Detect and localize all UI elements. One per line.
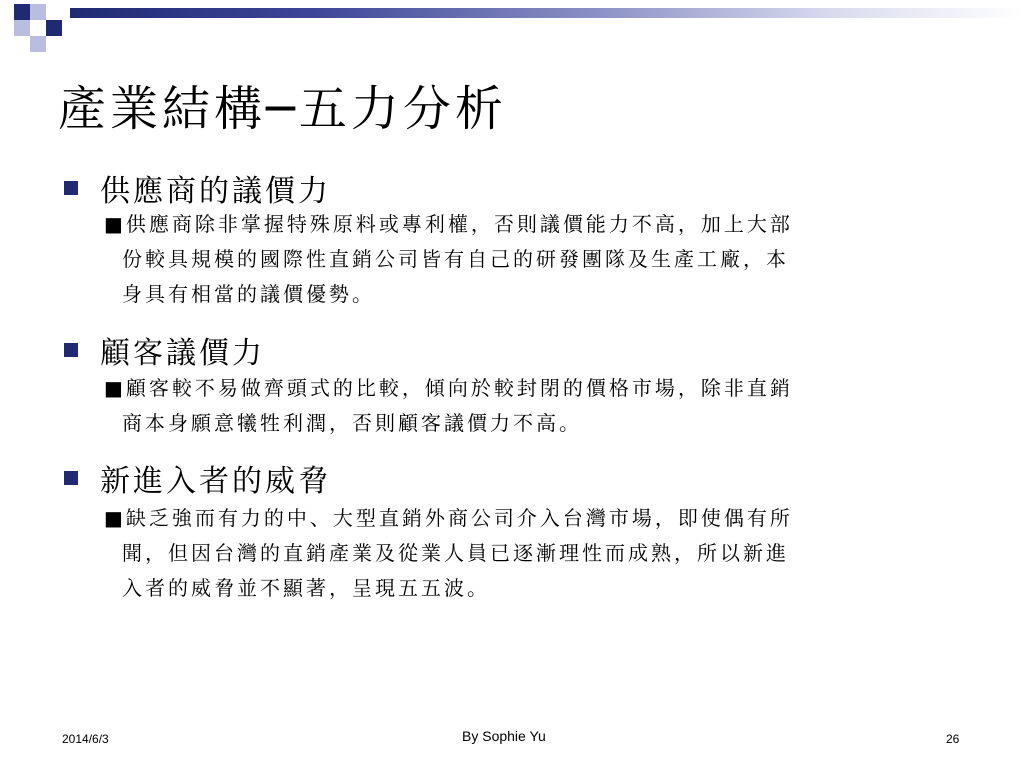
decor-square [14,4,30,20]
detail-line: ■缺乏強而有力的中、大型直銷外商公司介入台灣市場，即使偶有所 [104,506,793,530]
section-customer-heading [64,328,265,372]
footer-author: By Sophie Yu [462,728,546,744]
header-gradient-bar [70,8,1024,18]
section-supplier-heading [64,166,331,210]
section-heading-label: 新進入者的威脅 [100,464,331,499]
footer-page-number: 26 [946,732,960,746]
detail-line: 身具有相當的議價優勢。 [122,282,375,306]
decor-square [14,20,30,36]
footer-date: 2014/6/3 [62,732,109,746]
detail-line: 份較具規模的國際性直銷公司皆有自己的研發團隊及生產工廠，本 [122,247,789,271]
section-heading-label: 供應商的議價力 [100,174,331,209]
section-heading-label: 顧客議價力 [100,336,265,371]
detail-line: ■顧客較不易做齊頭式的比較，傾向於較封閉的價格市場，除非直銷 [104,376,793,400]
section-new-entrant-heading [64,456,331,500]
decor-square [46,20,62,36]
decor-square [30,4,46,20]
header-decoration [0,0,1024,28]
detail-line: 入者的威脅並不顯著，呈現五五波。 [122,576,490,600]
section-new-entrant-detail [104,501,954,606]
section-supplier-detail [104,207,954,312]
square-bullet-icon [64,343,78,357]
section-customer-detail [104,371,954,441]
detail-line: 商本身願意犧牲利潤，否則顧客議價力不高。 [122,411,582,435]
slide-title: 產業結構─五力分析 [58,81,507,137]
detail-line: ■供應商除非掌握特殊原料或專利權，否則議價能力不高，加上大部 [104,212,793,236]
decor-square [30,36,46,52]
detail-line: 聞，但因台灣的直銷產業及從業人員已逐漸理性而成熟，所以新進 [122,541,789,565]
square-bullet-icon [64,181,78,195]
square-bullet-icon [64,471,78,485]
